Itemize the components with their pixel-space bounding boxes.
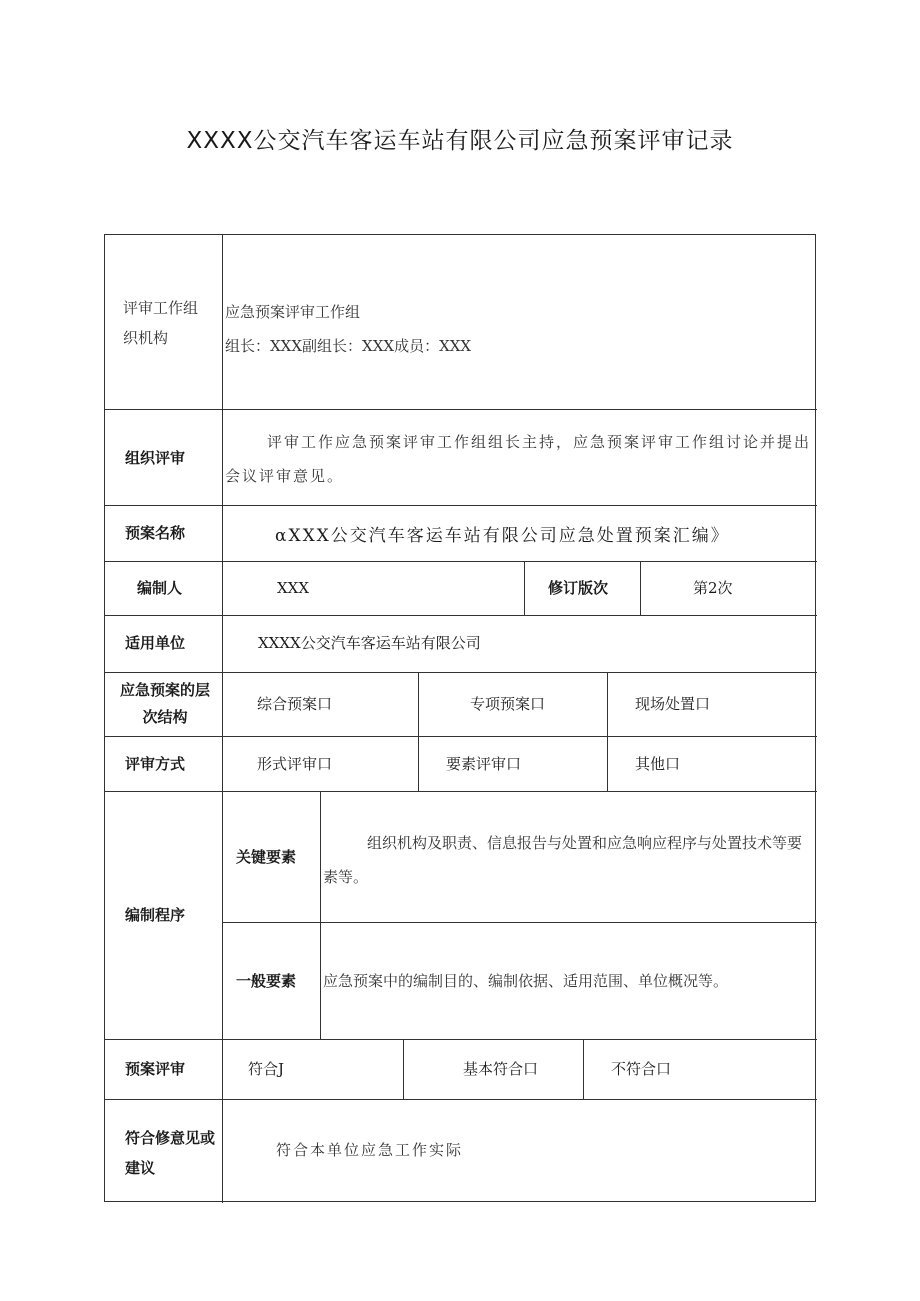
review-record-table bbox=[104, 234, 816, 1202]
opinion-value: 符合本单位应急工作实际 bbox=[276, 1141, 464, 1159]
key-elements-label: 关键要素 bbox=[236, 848, 297, 866]
hierarchy-option-comprehensive: 综合预案口 bbox=[257, 695, 333, 713]
editor-value: XXX bbox=[277, 579, 310, 597]
revision-value: 第2次 bbox=[693, 579, 733, 597]
organize-label: 组织评审 bbox=[125, 449, 186, 467]
hierarchy-option-onsite: 现场处置口 bbox=[635, 695, 711, 713]
method-option-other: 其他口 bbox=[635, 755, 681, 773]
method-label: 评审方式 bbox=[125, 755, 186, 773]
method-option-formal: 形式评审口 bbox=[257, 755, 333, 773]
procedure-label: 编制程序 bbox=[125, 906, 186, 924]
general-elements-label: 一般要素 bbox=[236, 972, 297, 990]
review-option-conform: 符合J bbox=[248, 1060, 285, 1078]
revision-label: 修订版次 bbox=[548, 579, 609, 597]
plan-name-label: 预案名称 bbox=[125, 524, 186, 542]
organize-text: 评审工作应急预案评审工作组组长主持，应急预案评审工作组讨论并提出会议评审意见。 bbox=[225, 433, 812, 485]
hierarchy-option-special: 专项预案口 bbox=[470, 695, 546, 713]
review-label: 预案评审 bbox=[125, 1060, 186, 1078]
org-line2: 组长：XXX副组长：XXX成员：XXX bbox=[225, 337, 472, 355]
general-elements-text: 应急预案中的编制目的、编制依据、适用范围、单位概况等。 bbox=[323, 972, 729, 990]
review-option-nonconform: 不符合口 bbox=[611, 1060, 672, 1078]
method-option-element: 要素评审口 bbox=[446, 755, 522, 773]
unit-label: 适用单位 bbox=[125, 634, 186, 652]
page-title: XXXX公交汽车客运车站有限公司应急预案评审记录 bbox=[186, 128, 734, 154]
review-option-basic: 基本符合口 bbox=[463, 1060, 539, 1078]
org-label: 评审工作组织机构 bbox=[123, 299, 199, 347]
opinion-label: 符合修意见或建议 bbox=[125, 1129, 216, 1177]
key-elements-text: 组织机构及职责、信息报告与处置和应急响应程序与处置技术等要素等。 bbox=[323, 834, 803, 886]
unit-value: XXXX公交汽车客运车站有限公司 bbox=[258, 634, 481, 652]
org-line1: 应急预案评审工作组 bbox=[225, 303, 361, 321]
editor-label: 编制人 bbox=[137, 579, 183, 597]
plan-name-value: αXXX公交汽车客运车站有限公司应急处置预案汇编》 bbox=[275, 526, 730, 546]
hierarchy-label: 应急预案的层次结构 bbox=[119, 681, 210, 726]
